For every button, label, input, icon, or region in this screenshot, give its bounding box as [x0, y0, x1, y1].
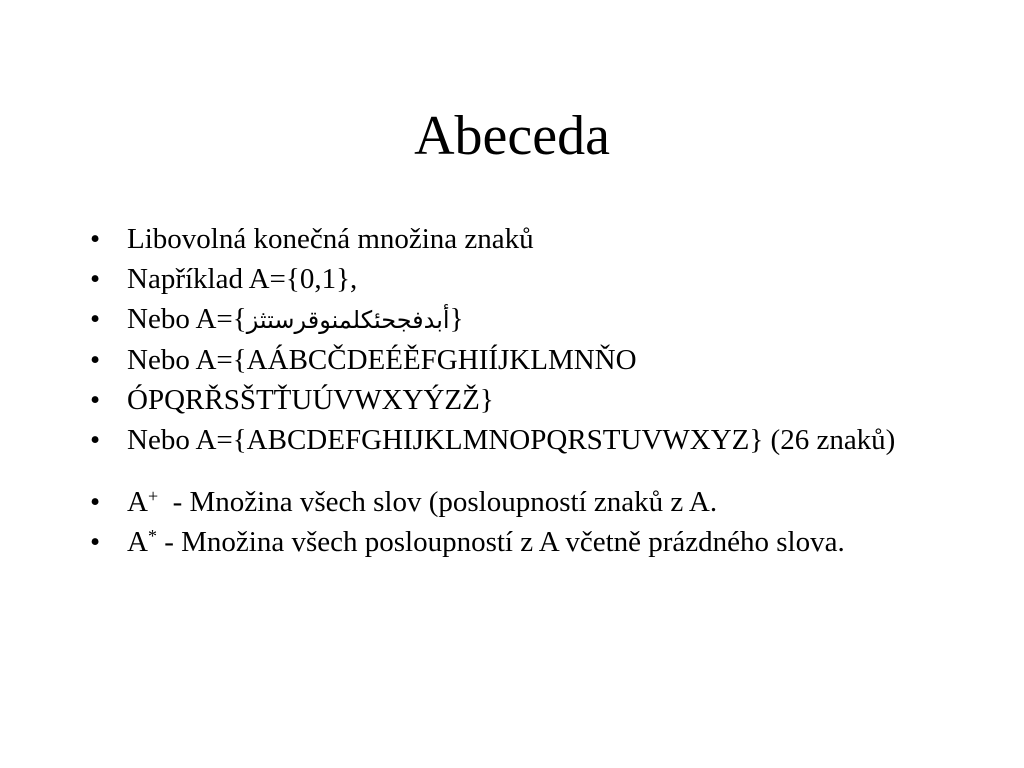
bullet-item [90, 302, 920, 337]
bullet-item [90, 262, 920, 296]
bullet-list [90, 222, 920, 565]
slide-title: Abeceda [414, 105, 610, 167]
arabic-alphabet-text: أبدفجحئكلمنوقرستثز [246, 306, 450, 334]
bullet-icon: • [90, 384, 101, 416]
bullet-text-prefix: Nebo A={ [127, 303, 247, 335]
bullet-icon: • [90, 486, 101, 518]
bullet-text: - Množina všech posloupností z A včetně prázdného slova. [156, 526, 845, 558]
bullet-text-suffix: } [449, 303, 464, 335]
bullet-item [90, 525, 920, 559]
superscript-plus: + [147, 486, 159, 506]
bullet-icon: • [90, 526, 101, 558]
bullet-text: Nebo A={ABCDEFGHIJKLMNOPQRSTUVWXYZ} (26 znaků) [127, 424, 896, 456]
bullet-icon: • [90, 223, 101, 255]
set-symbol-base: A [127, 526, 148, 558]
bullet-text: Nebo A={AÁBCČDEÉĚFGHIÍJKLMNŇO [127, 344, 637, 376]
set-symbol-base: A [127, 486, 148, 518]
bullet-text: Například A={0,1}, [127, 263, 358, 295]
bullet-text: - Množina všech slov (posloupností znaků z A. [158, 486, 718, 518]
bullet-item [90, 343, 920, 377]
bullet-icon: • [90, 303, 101, 335]
bullet-item [90, 383, 920, 417]
bullet-text: Libovolná konečná množina znaků [127, 223, 534, 255]
bullet-icon: • [90, 263, 101, 295]
bullet-icon: • [90, 424, 101, 456]
bullet-text: ÓPQRŘSŠTŤUÚVWXYÝZŽ} [127, 384, 494, 416]
bullet-item [90, 423, 920, 457]
bullet-item [90, 222, 920, 256]
bullet-item [90, 485, 920, 519]
superscript-star: * [147, 526, 157, 546]
bullet-icon: • [90, 344, 101, 376]
